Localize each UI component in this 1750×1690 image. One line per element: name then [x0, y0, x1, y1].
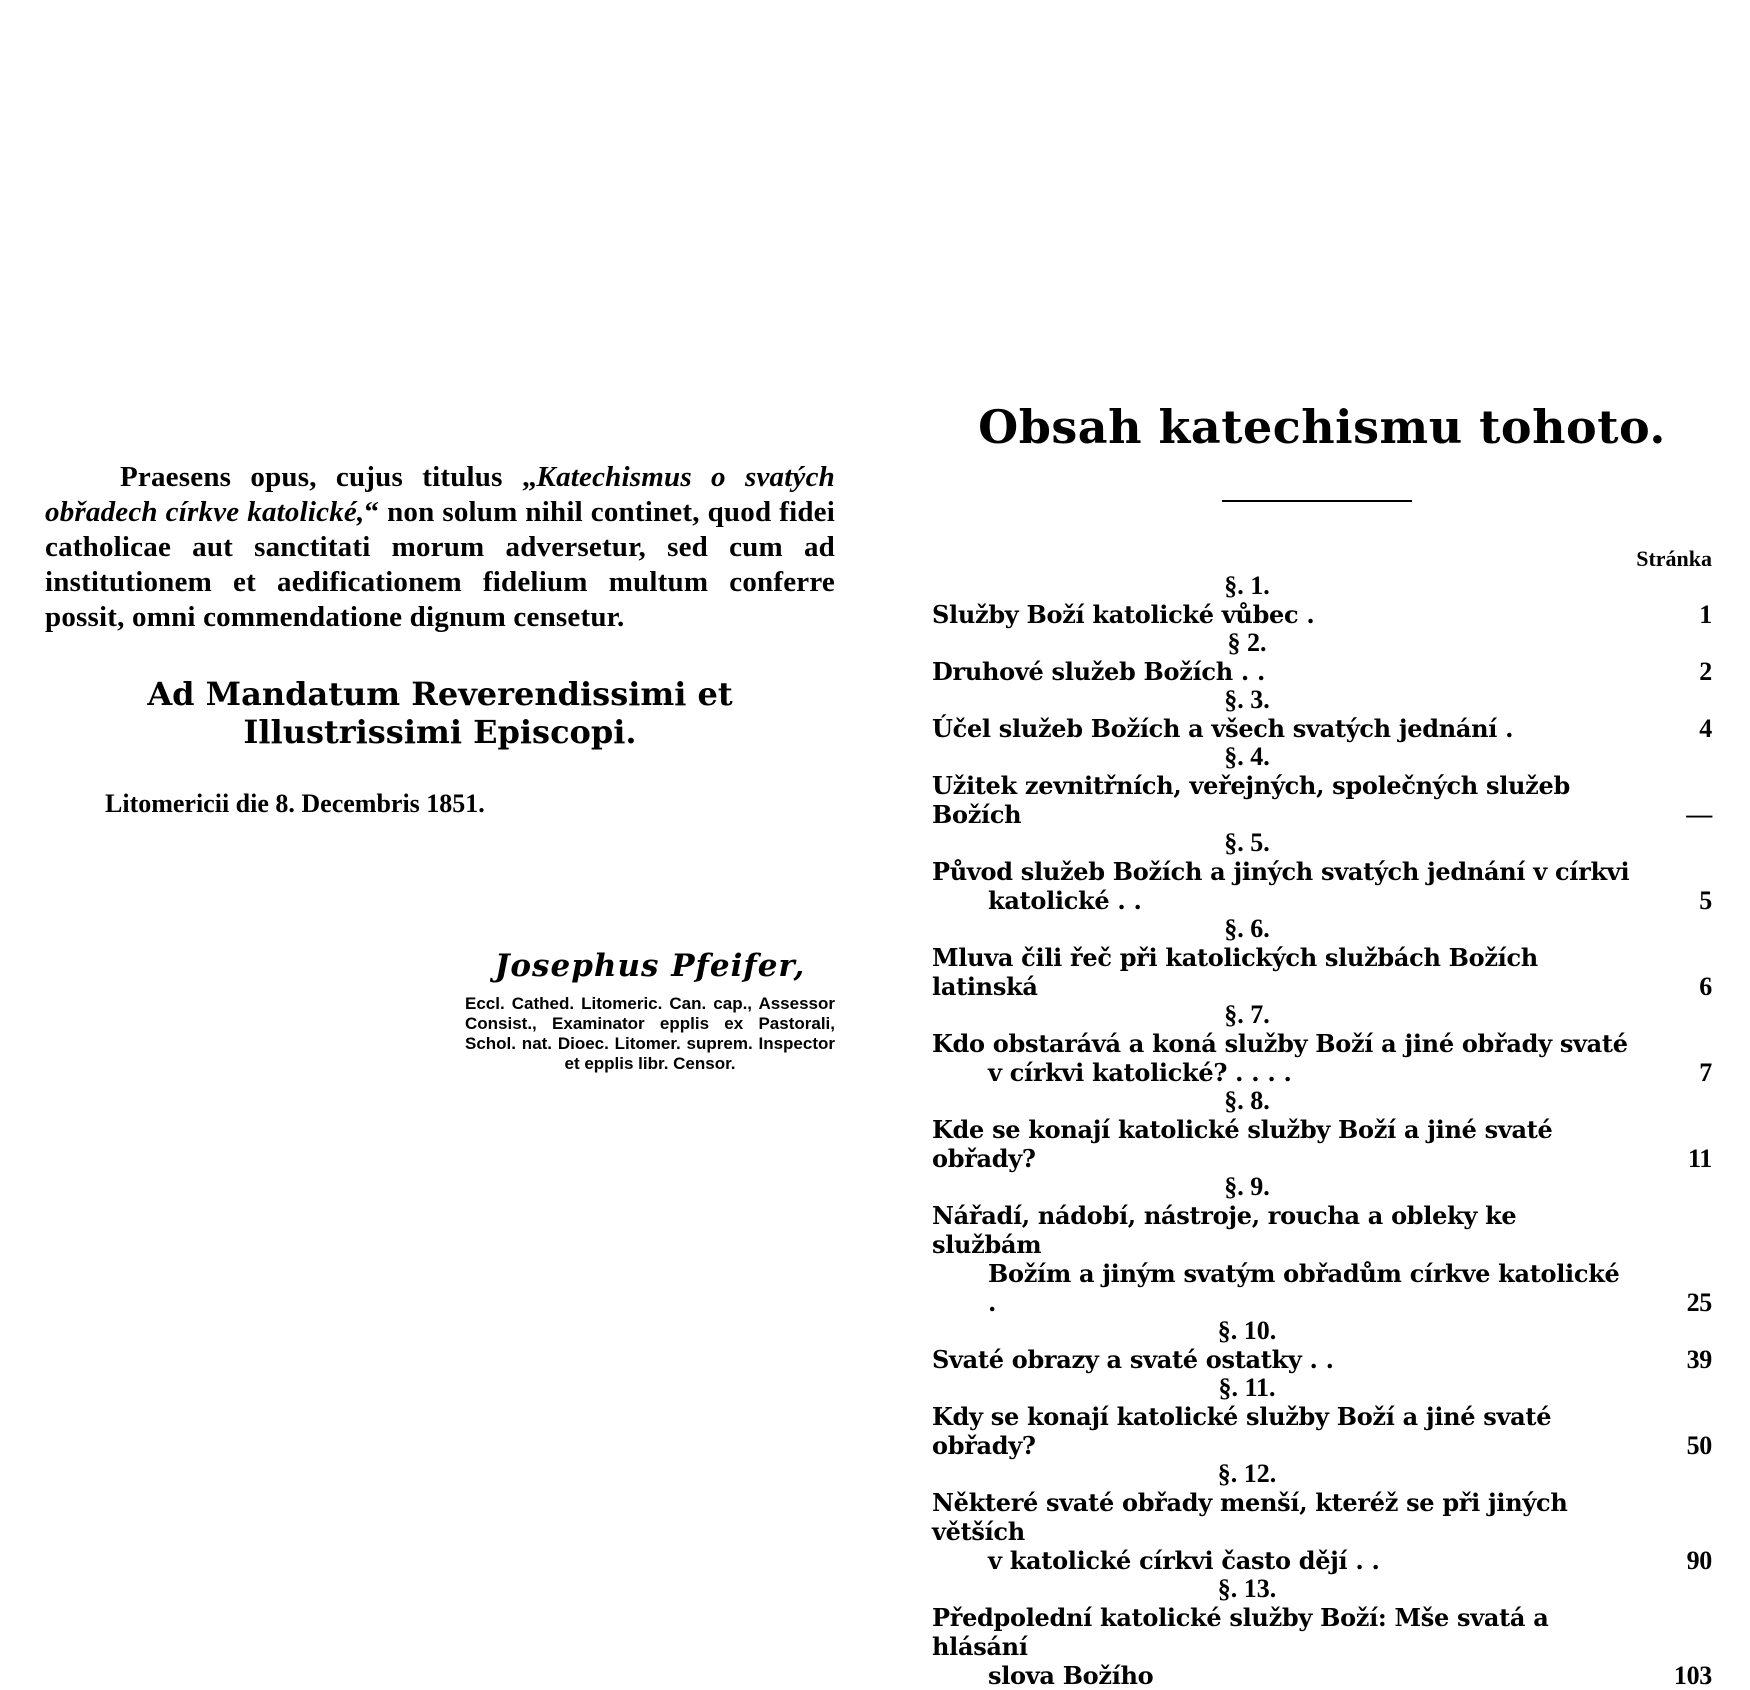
toc-entry-line: Předpolední katolické služby Boží: Mše svatá a hlásání [932, 1603, 1549, 1661]
toc-entry-title [932, 1115, 1652, 1173]
toc-section-number: §. 12. [1217, 1459, 1277, 1488]
table-of-contents [932, 400, 1712, 1690]
toc-entry [932, 1029, 1712, 1087]
toc-entry-title [932, 857, 1652, 915]
toc-entries [932, 572, 1712, 1690]
toc-page-number: 50 [1686, 1431, 1712, 1460]
toc-entry [932, 1402, 1712, 1460]
paragraph-text-start: Praesens opus, cujus titulus „ [120, 461, 537, 493]
paragraph-text-end: “ non solum nihil continet, quod fidei catholicae aut sanctitati morum adversetur, sed cum ad institutionem et aedificationem fidelium multum conferre possit, omni commendatione dignum censetur. [45, 496, 835, 633]
toc-section-number: §. 9. [1224, 1172, 1270, 1201]
signature-block [465, 948, 835, 1074]
toc-entry [932, 771, 1712, 829]
toc-entry-line-continued: katolické . . [988, 886, 1142, 915]
toc-entry-title [932, 771, 1652, 829]
toc-section-number: §. 6. [1224, 914, 1270, 943]
toc-page-number: 1 [1699, 600, 1712, 629]
toc-page-number: 7 [1699, 1058, 1712, 1087]
toc-entry-line: Druhové služeb Božích . . [932, 657, 1266, 686]
signature-name: Josephus Pfeifer, [494, 948, 806, 984]
toc-entry [932, 857, 1712, 915]
toc-entry-line-continued: Božím a jiným svatým obřadům církve katolické . [988, 1259, 1620, 1317]
toc-entry-title [932, 1345, 1652, 1374]
toc-heading: Obsah katechismu tohoto. [978, 400, 1666, 454]
date-line: Litomericii die 8. Decembris 1851. [105, 789, 485, 818]
toc-section-number: § 2. [1227, 628, 1267, 657]
toc-page-number: 90 [1686, 1546, 1712, 1575]
toc-section-number: §. 13. [1217, 1574, 1277, 1603]
toc-page-number: 39 [1686, 1345, 1712, 1374]
toc-entry [932, 1345, 1712, 1374]
toc-entry-title [932, 1201, 1652, 1317]
toc-entry [932, 1115, 1712, 1173]
toc-section-number: §. 5. [1224, 828, 1270, 857]
toc-entry [932, 657, 1712, 686]
toc-entry-title [932, 943, 1652, 1001]
toc-entry-line: Některé svaté obřady menší, kteréž se při jiných větších [932, 1488, 1568, 1546]
toc-section-number: §. 4. [1224, 742, 1270, 771]
toc-page-number: 4 [1699, 714, 1712, 743]
toc-entry [932, 1201, 1712, 1317]
toc-section-number: §. 8. [1224, 1086, 1270, 1115]
toc-entry-line: Mluva čili řeč při katolických službách Božích latinská [932, 943, 1538, 1001]
toc-entry [932, 714, 1712, 743]
toc-entry-line: Služby Boží katolické vůbec . [932, 600, 1315, 629]
toc-entry-title [932, 714, 1652, 743]
toc-section-number: §. 7. [1224, 1000, 1270, 1029]
toc-page-number: 25 [1686, 1288, 1712, 1317]
toc-section-number: §. 1. [1224, 571, 1270, 600]
toc-page-number: — [1686, 800, 1712, 829]
toc-entry-title [932, 1402, 1652, 1460]
toc-entry-line: Kde se konají katolické služby Boží a jiné svaté obřady? [932, 1115, 1553, 1173]
imprimatur-paragraph [45, 460, 835, 635]
toc-entry [932, 943, 1712, 1001]
toc-entry-title [932, 657, 1652, 686]
toc-page-number: 5 [1699, 886, 1712, 915]
toc-entry-line-continued: slova Božího [988, 1661, 1154, 1690]
toc-entry-line: Původ služeb Božích a jiných svatých jednání v církvi [932, 857, 1630, 886]
toc-entry [932, 1488, 1712, 1575]
toc-entry-title [932, 1488, 1652, 1575]
toc-entry-title [932, 1029, 1652, 1087]
toc-entry-line: Kdo obstarává a koná služby Boží a jiné obřady svaté [932, 1029, 1628, 1058]
book-title-italic: Katechismus o svatých obřadech církve katolické, [45, 461, 835, 528]
toc-section-number: §. 10. [1217, 1316, 1277, 1345]
toc-entry-line: Účel služeb Božích a všech svatých jednání . [932, 714, 1514, 743]
toc-entry-title [932, 600, 1652, 629]
signature-title: Eccl. Cathed. Litomeric. Can. cap., Assessor Consist., Examinator epplis ex Pastorali, Schol. nat. Dioec. Litomer. suprem. Inspector et epplis libr. Censor. [465, 994, 835, 1073]
toc-entry-line-continued: v církvi katolické? . . . . [988, 1058, 1292, 1087]
toc-entry-line: Kdy se konají katolické služby Boží a jiné svaté obřady? [932, 1402, 1552, 1460]
toc-entry-line: Užitek zevnitřních, veřejných, společných služeb Božích [932, 771, 1570, 829]
toc-section-number: §. 11. [1218, 1373, 1276, 1402]
toc-entry-line: Svaté obrazy a svaté ostatky . . [932, 1345, 1334, 1374]
toc-page-number: 6 [1699, 972, 1712, 1001]
toc-entry-line: Nářadí, nádobí, nástroje, roucha a obleky ke službám [932, 1201, 1517, 1259]
toc-page-number: 2 [1699, 657, 1712, 686]
toc-entry-title [932, 1603, 1652, 1690]
page-column-header: Stránka [1636, 546, 1712, 571]
toc-page-number: 11 [1688, 1144, 1712, 1173]
toc-entry [932, 600, 1712, 629]
heading-rule [1222, 500, 1412, 502]
toc-section-number: §. 3. [1224, 685, 1270, 714]
toc-entry-line-continued: v katolické církvi často dějí . . [988, 1546, 1380, 1575]
toc-entry [932, 1603, 1712, 1690]
toc-page-number: 103 [1673, 1661, 1712, 1690]
imprimatur-column [45, 460, 835, 819]
mandate-line: Ad Mandatum Reverendissimi et Illustrissimi Episcopi. [147, 675, 733, 751]
